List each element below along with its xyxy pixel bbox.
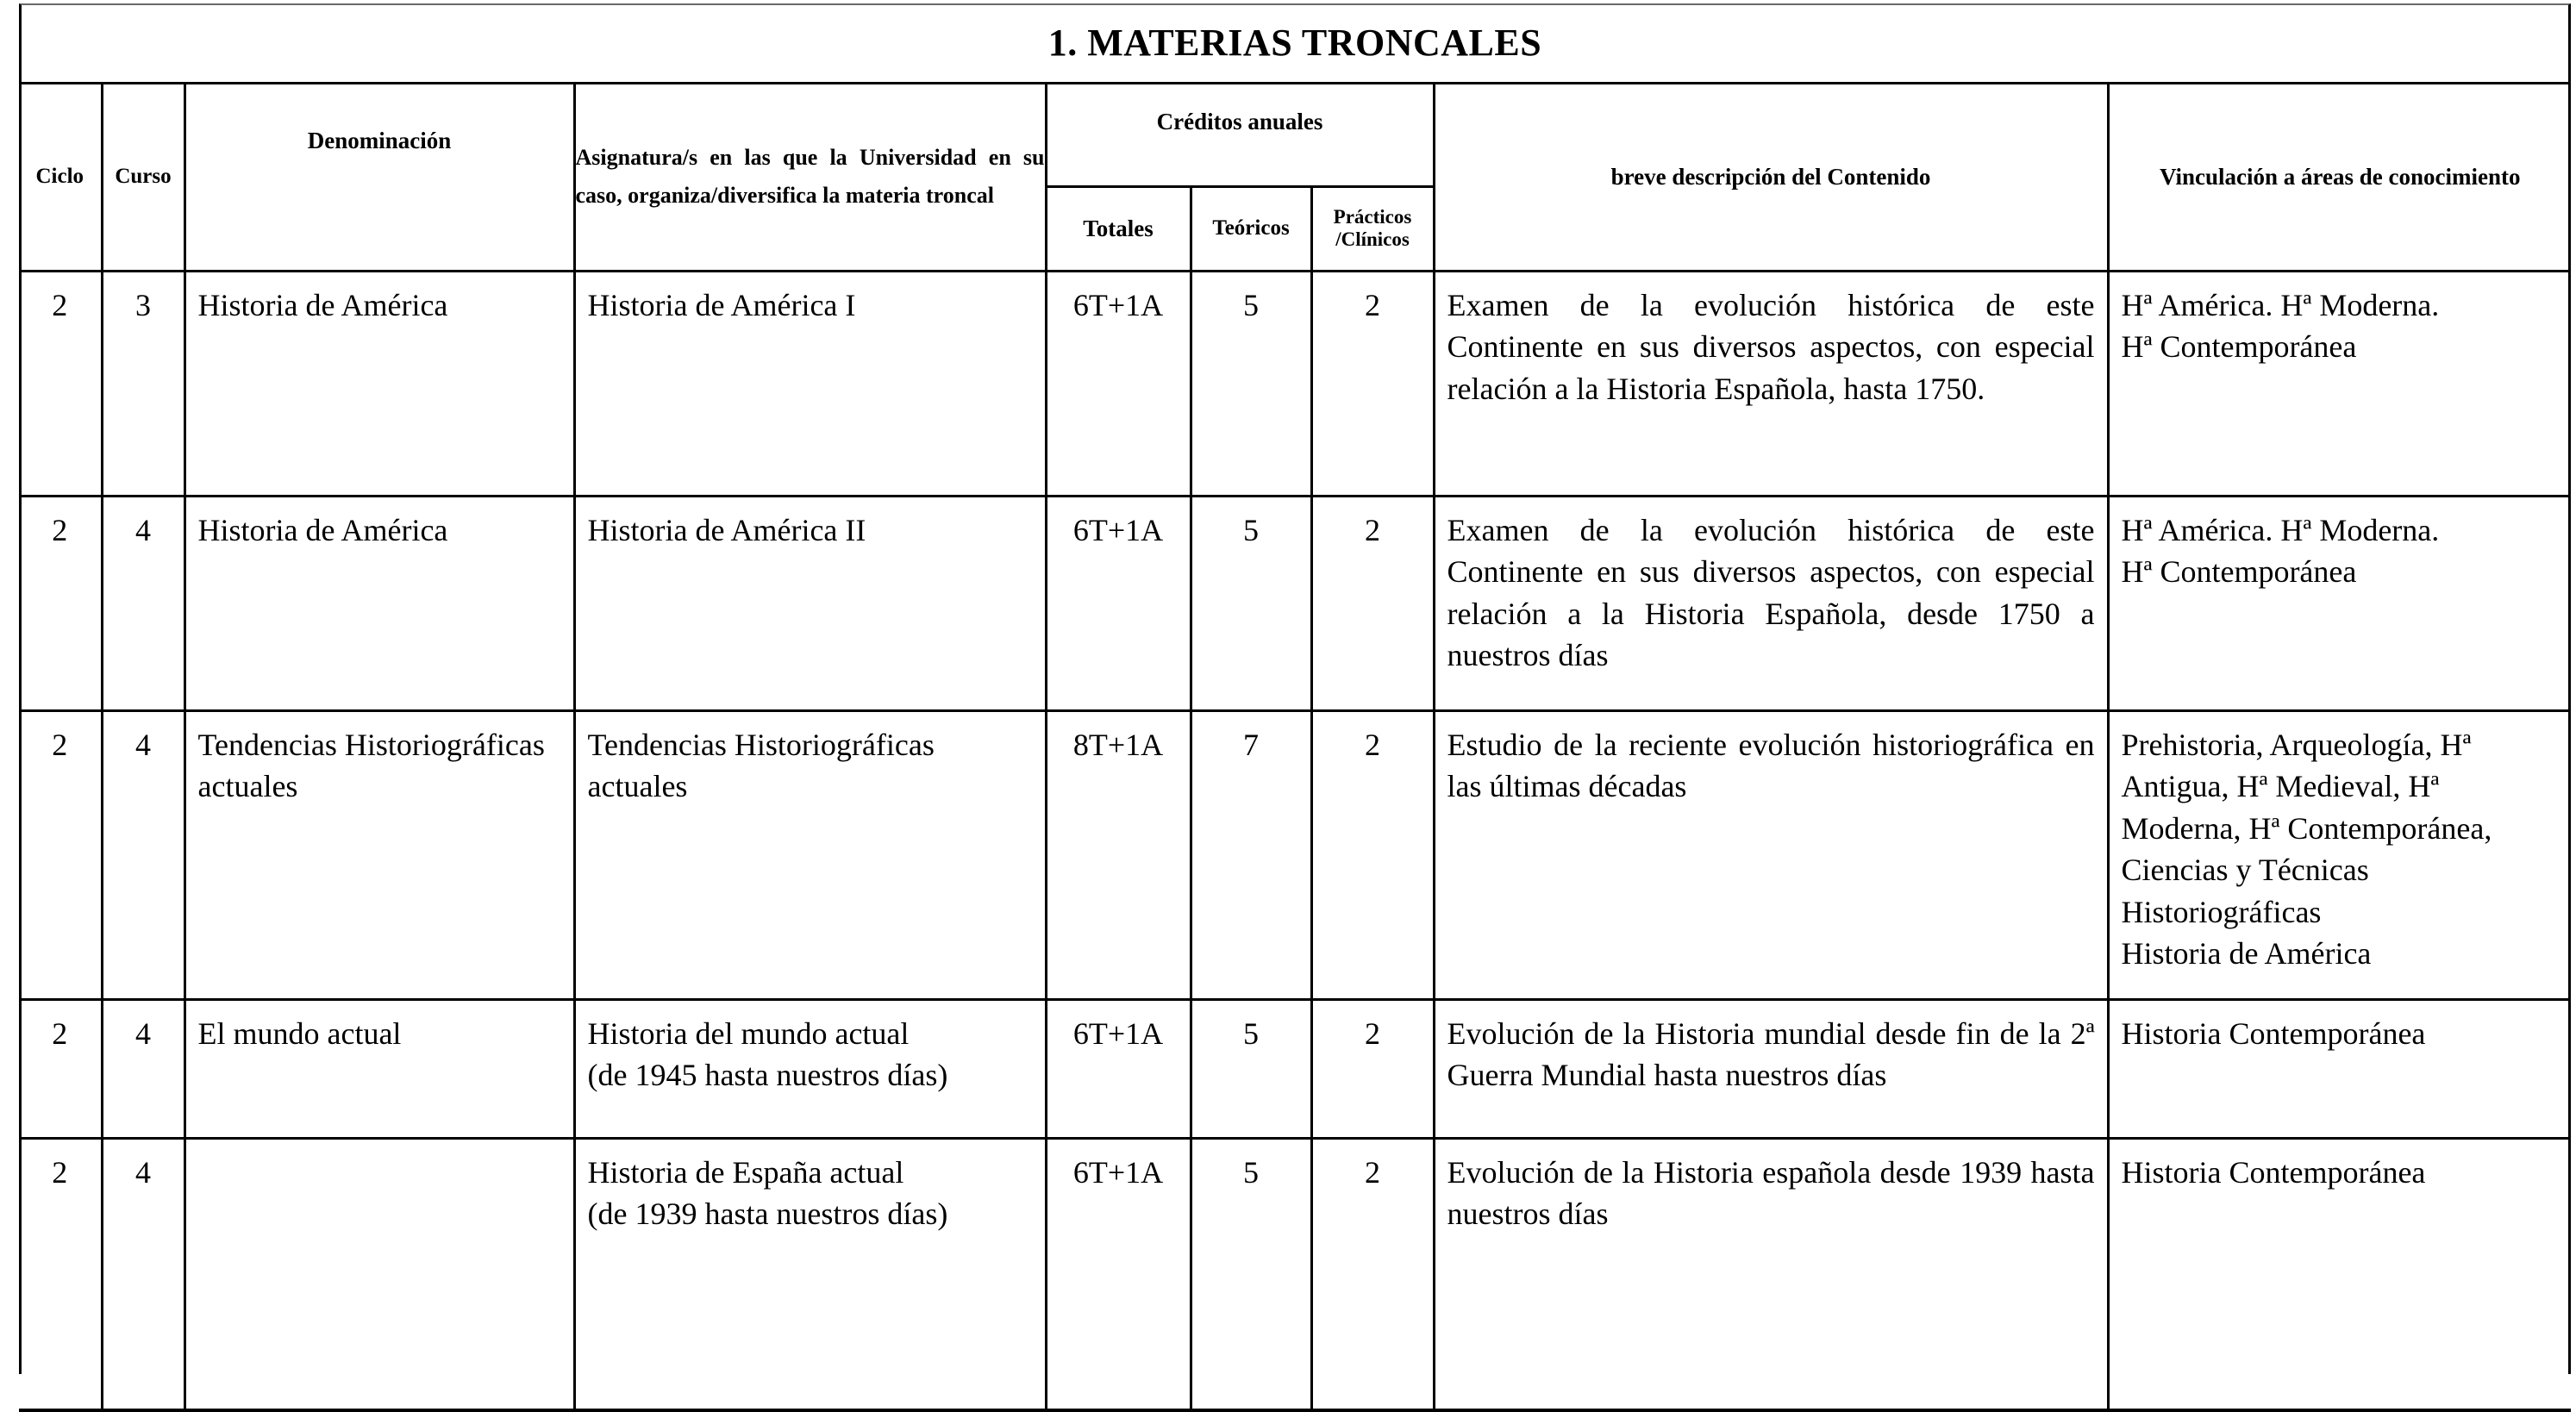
cell-vinculacion	[2108, 1138, 2571, 1410]
cell-practicos-text: 2	[1365, 727, 1380, 762]
cell-teoricos	[1191, 1138, 1311, 1410]
header-descripcion: breve descripción del Contenido	[1434, 84, 2108, 271]
cell-curso-text: 4	[135, 1154, 151, 1190]
header-vinculacion: Vinculación a áreas de conocimiento	[2108, 84, 2571, 271]
cell-asignatura	[574, 999, 1046, 1138]
cell-teoricos	[1191, 710, 1311, 999]
header-creditos: Créditos anuales	[1046, 84, 1434, 186]
cell-totales-text: 6T+1A	[1072, 287, 1164, 322]
cell-practicos	[1311, 271, 1434, 496]
cell-ciclo-text: 2	[52, 287, 68, 322]
cell-denominacion-text: El mundo actual	[197, 1015, 402, 1051]
cell-curso-text: 4	[135, 512, 151, 547]
header-curso: Curso	[102, 84, 184, 271]
cell-curso	[102, 1138, 184, 1410]
table-row	[19, 496, 2571, 710]
cell-vinculacion	[2108, 271, 2571, 496]
cell-denominacion	[184, 496, 574, 710]
cell-totales-text: 6T+1A	[1072, 1015, 1164, 1051]
cell-vinculacion-text: Prehistoria, Arqueología, Hª Antigua, Hª Medieval, Hª Moderna, Hª Contemporánea, Ciencias y Técnicas Historiográficas Historia de América	[2121, 727, 2492, 972]
header-practicos	[1311, 186, 1434, 271]
cell-ciclo	[19, 496, 102, 710]
cell-vinculacion-text: Historia Contemporánea	[2121, 1015, 2426, 1051]
cell-totales	[1046, 999, 1191, 1138]
cell-asignatura-text: Historia del mundo actual (de 1945 hasta nuestros días)	[587, 1015, 948, 1093]
cell-vinculacion-text: Historia Contemporánea	[2121, 1154, 2426, 1190]
cell-descripcion-text: Estudio de la reciente evolución historiográfica en las últimas décadas	[1447, 727, 2095, 804]
cell-practicos-text: 2	[1365, 287, 1380, 322]
cell-practicos-text: 2	[1365, 512, 1380, 547]
cell-denominacion	[184, 999, 574, 1138]
cell-teoricos	[1191, 999, 1311, 1138]
cell-descripcion-text: Evolución de la Historia española desde 1939 hasta nuestros días	[1447, 1154, 2095, 1232]
cell-teoricos-text: 5	[1243, 512, 1259, 547]
cell-totales	[1046, 496, 1191, 710]
table-row	[19, 999, 2571, 1138]
cell-curso	[102, 496, 184, 710]
page-title: 1. MATERIAS TRONCALES	[19, 3, 2571, 84]
cell-denominacion	[184, 1138, 574, 1410]
cell-practicos-text: 2	[1365, 1154, 1380, 1190]
cell-teoricos-text: 5	[1243, 1154, 1259, 1190]
cell-totales-text: 6T+1A	[1072, 512, 1164, 547]
cell-descripcion-text: Examen de la evolución histórica de este Continente en sus diversos aspectos, con especial relación a la Historia Española, desde 1750 a nuestros días	[1447, 512, 2095, 673]
cell-curso-text: 4	[135, 1015, 151, 1051]
header-row-1	[19, 84, 2571, 186]
cell-ciclo	[19, 271, 102, 496]
cell-denominacion	[184, 271, 574, 496]
cell-totales-text: 8T+1A	[1072, 727, 1164, 762]
cell-vinculacion	[2108, 999, 2571, 1138]
cell-totales-text: 6T+1A	[1072, 1154, 1164, 1190]
cell-asignatura	[574, 710, 1046, 999]
materias-table	[19, 84, 2571, 1412]
table-row	[19, 271, 2571, 496]
cell-teoricos	[1191, 496, 1311, 710]
cell-descripcion	[1434, 710, 2108, 999]
cell-curso-text: 4	[135, 727, 151, 762]
cell-descripcion	[1434, 1138, 2108, 1410]
header-ciclo: Ciclo	[19, 84, 102, 271]
cell-ciclo-text: 2	[52, 1154, 68, 1190]
cell-denominacion-text: Historia de América	[197, 512, 448, 547]
cell-practicos-text: 2	[1365, 1015, 1380, 1051]
cell-ciclo	[19, 1138, 102, 1410]
cell-asignatura-text: Historia de América I	[587, 287, 856, 322]
cell-teoricos	[1191, 271, 1311, 496]
cell-vinculacion-text: Hª América. Hª Moderna. Hª Contemporánea	[2121, 287, 2440, 365]
header-totales: Totales	[1046, 186, 1191, 271]
cell-practicos	[1311, 496, 1434, 710]
cell-asignatura-text: Historia de España actual (de 1939 hasta nuestros días)	[587, 1154, 948, 1232]
cell-totales	[1046, 271, 1191, 496]
cell-asignatura-text: Historia de América II	[587, 512, 866, 547]
cell-descripcion-text: Evolución de la Historia mundial desde fin de la 2ª Guerra Mundial hasta nuestros días	[1447, 1015, 2095, 1093]
cell-ciclo-text: 2	[52, 512, 68, 547]
cell-practicos	[1311, 710, 1434, 999]
cell-asignatura	[574, 1138, 1046, 1410]
cell-denominacion-text: Tendencias Historiográficas actuales	[197, 727, 545, 804]
cell-descripcion	[1434, 271, 2108, 496]
header-asignatura: Asignatura/s en las que la Universidad en su caso, organiza/diversifica la materia troncal	[574, 84, 1046, 271]
cell-denominacion	[184, 710, 574, 999]
cell-teoricos-text: 5	[1243, 287, 1259, 322]
cell-descripcion	[1434, 999, 2108, 1138]
table-row	[19, 1138, 2571, 1410]
cell-practicos	[1311, 1138, 1434, 1410]
cell-descripcion	[1434, 496, 2108, 710]
cell-curso	[102, 710, 184, 999]
header-denominacion: Denominación	[184, 84, 574, 271]
cell-asignatura	[574, 271, 1046, 496]
cell-practicos	[1311, 999, 1434, 1138]
cell-vinculacion	[2108, 710, 2571, 999]
cell-descripcion-text: Examen de la evolución histórica de este Continente en sus diversos aspectos, con especial relación a la Historia Española, hasta 1750.	[1447, 287, 2095, 406]
cell-vinculacion-text: Hª América. Hª Moderna. Hª Contemporánea	[2121, 512, 2440, 590]
table-row	[19, 710, 2571, 999]
cell-ciclo-text: 2	[52, 1015, 68, 1051]
cell-teoricos-text: 5	[1243, 1015, 1259, 1051]
header-practicos-text: Prácticos /Clínicos	[1333, 205, 1412, 250]
cell-totales	[1046, 710, 1191, 999]
cell-curso	[102, 271, 184, 496]
cell-teoricos-text: 7	[1243, 727, 1259, 762]
cell-curso	[102, 999, 184, 1138]
cell-ciclo-text: 2	[52, 727, 68, 762]
cell-vinculacion	[2108, 496, 2571, 710]
cell-asignatura-text: Tendencias Historiográficas actuales	[587, 727, 935, 804]
cell-ciclo	[19, 710, 102, 999]
cell-denominacion-text: Historia de América	[197, 287, 448, 322]
cell-ciclo	[19, 999, 102, 1138]
cell-curso-text: 3	[135, 287, 151, 322]
cell-totales	[1046, 1138, 1191, 1410]
cell-asignatura	[574, 496, 1046, 710]
header-teoricos: Teóricos	[1191, 186, 1311, 271]
